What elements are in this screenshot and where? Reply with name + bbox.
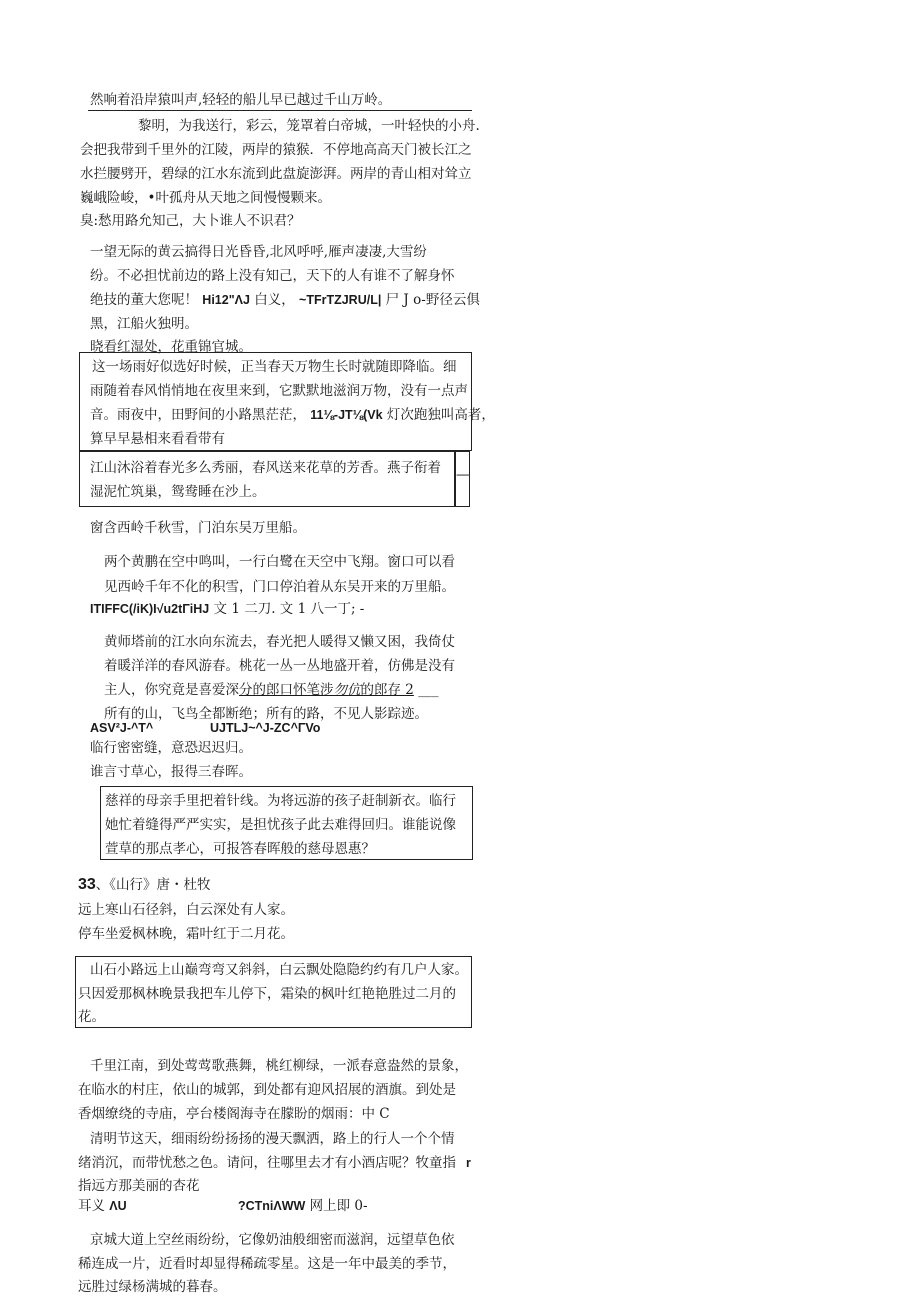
text-line: 清明节这天，细雨纷纷扬扬的漫天飘洒，路上的行人一个个情 bbox=[90, 1131, 455, 1147]
text-segment: 尸 J o-野径云俱 bbox=[385, 292, 480, 308]
text-line: 萱草的那点孝心，可报答春晖般的慈母恩惠？ bbox=[105, 841, 375, 857]
text-segment: 网上即 0- bbox=[309, 1198, 368, 1214]
text-line: 远上寒山石径斜，白云深处有人家。 bbox=[78, 902, 294, 918]
text-line: 黄师塔前的江水向东流去，春光把人暖得又懒又困，我倚仗 bbox=[104, 634, 455, 650]
text-line: 见西岭千年不化的积雪，门口停泊着从东吴开来的万里船。 bbox=[104, 579, 455, 595]
text-segment: 白义， bbox=[254, 292, 295, 308]
text-line: 黎明，为我送行，彩云，笼罩着白帝城，一叶轻快的小舟. bbox=[138, 118, 480, 134]
text-line bbox=[238, 1194, 368, 1218]
text-line: 纷。不必担忧前边的路上没有知己，天下的人有谁不了解身怀 bbox=[90, 268, 455, 284]
text-line: 绪消沉，而带忧愁之色。请问，往哪里去才有小酒店呢？牧童指 bbox=[78, 1155, 456, 1171]
text-line: 湿泥忙筑巢，鸳鸯睡在沙上。 bbox=[90, 484, 266, 500]
text-line: 山石小路远上山巅弯弯又斜斜，白云飘处隐隐约约有几户人家。 bbox=[90, 962, 468, 978]
text-line: 花。 bbox=[78, 1009, 105, 1025]
text-line: 水拦腰劈开，碧绿的江水东流到此盘旋澎湃。两岸的青山相对耸立 bbox=[80, 166, 472, 182]
garbled-text: ITIFFC(/iK)I√u2tΓiHJ bbox=[90, 602, 210, 616]
garbled-text: ΛU bbox=[109, 1199, 127, 1213]
garbled-text: ~TFrTZJRU/L| bbox=[299, 293, 382, 307]
text-line: 香烟缭绕的寺庙，亭台楼阁海寺在朦盼的烟雨：中 C bbox=[78, 1106, 390, 1122]
text-line: 她忙着缝得严严实实，是担忧孩子此去难得回归。谁能说像 bbox=[105, 817, 456, 833]
text-line bbox=[90, 403, 495, 427]
text-segment: 文 1 二刀. 文 1 八一丁; - bbox=[213, 601, 365, 617]
section-title: 、《山行》唐・杜牧 bbox=[95, 877, 211, 893]
text-segment: 绝技的董大您呢！ bbox=[90, 292, 198, 308]
garbled-text: ASV²J-^T^ bbox=[90, 721, 154, 735]
text-line bbox=[104, 678, 438, 702]
side-mark: — bbox=[456, 467, 470, 483]
text-line: 所有的山，飞鸟全都断绝；所有的路，不见人影踪迹。 bbox=[104, 706, 428, 722]
text-segment: 音。雨夜中，田野间的小路黑茫茫， bbox=[90, 407, 306, 423]
text-line: 指远方那美丽的杏花 bbox=[78, 1178, 200, 1194]
text-line bbox=[90, 288, 480, 312]
text-line: 只因爱那枫林晚景我把车儿停下，霜染的枫叶红艳艳胜过二月的 bbox=[78, 986, 456, 1002]
text-line: 巍峨险峻，•叶孤舟从天地之间慢慢颗来。 bbox=[80, 190, 331, 206]
text-segment: 耳义 bbox=[78, 1198, 105, 1214]
text-line: 稀连成一片，近看时却显得稀疏零星。这是一年中最美的季节， bbox=[78, 1256, 456, 1272]
text-line bbox=[90, 597, 364, 621]
italic-text: 勿 bbox=[333, 682, 347, 698]
text-line: 会把我带到千里外的江陵，两岸的猿猴．不停地高高天门被长江之 bbox=[80, 142, 472, 158]
text-line: 京城大道上空丝雨纷纷，它像奶油般细密而滋润，远望草色依 bbox=[90, 1232, 455, 1248]
text-line: 千里江南，到处莺莺歌燕舞，桃红柳绿，一派春意盎然的景象， bbox=[90, 1058, 468, 1074]
text-line: 雨随着春风悄悄地在夜里来到，它默默地滋润万物，没有一点声 bbox=[90, 383, 468, 399]
text-line: 臭:愁用路允知己，大卜谁人不识君？ bbox=[80, 213, 301, 229]
garbled-text: ?CTniΛWW bbox=[238, 1199, 306, 1213]
text-line: 着暖洋洋的春风游春。桃花一丛一丛地盛开着，仿佛是没有 bbox=[104, 658, 455, 674]
text-segment: 主人，你究竟是喜爱深 bbox=[104, 682, 239, 698]
text-line: 两个黄鹏在空中鸣叫，一行白鹭在天空中飞翔。窗口可以看 bbox=[104, 554, 455, 570]
text-line: 远胜过绿杨满城的暮春。 bbox=[78, 1279, 227, 1295]
text-line: 谁言寸草心，报得三春晖。 bbox=[90, 764, 252, 780]
text-line: 算早早悬相来看看带有 bbox=[90, 431, 225, 447]
text-line: 江山沐浴着春光多么秀丽，春风送来花草的芳香。燕子衔着 bbox=[90, 460, 441, 476]
text-line: 停车坐爱枫林晚，霜叶红于二月花。 bbox=[78, 926, 294, 942]
section-number: 33 bbox=[78, 876, 96, 893]
garbled-text: Hi12"ΛJ bbox=[202, 293, 250, 307]
text-line: 在临水的村庄，依山的城郭，到处都有迎风招展的酒旗。到处是 bbox=[78, 1082, 456, 1098]
text-line: 窗含西岭千秋雪，门泊东吴万里船。 bbox=[90, 520, 306, 536]
text-line: 然响着沿岸猿叫声,轻轻的船儿早已越过千山万岭。 bbox=[90, 92, 392, 108]
garbled-text: 11⅛-JT⅛(Vk bbox=[310, 408, 383, 422]
garbled-text: r bbox=[466, 1156, 471, 1170]
text-line: 这一场雨好似选好时候，正当春天万物生长时就随即降临。细 bbox=[92, 359, 457, 375]
text-line: 晓看红湿处，花重锦官城。 bbox=[90, 339, 252, 355]
divider bbox=[88, 110, 472, 111]
underlined-text: 的郎存 2 bbox=[360, 682, 414, 698]
text-line: 黑，江船火独明。 bbox=[90, 316, 198, 332]
text-segment: 灯次跑独叫高者， bbox=[386, 407, 495, 423]
garbled-text: UJTLJ~^J-ZC^ΓVo bbox=[210, 721, 321, 735]
underlined-text: 分的郎口怀笔涉 bbox=[239, 682, 334, 698]
text-line: 一望无际的黄云搞得日光昏昏,北风呼呼,雁声凄凄,大雪纷 bbox=[90, 244, 427, 260]
text-line: 慈祥的母亲手里把着针线。为将远游的孩子赶制新衣。临行 bbox=[105, 793, 456, 809]
italic-text: 伉 bbox=[347, 682, 361, 698]
section-heading bbox=[78, 873, 211, 897]
text-line bbox=[78, 1194, 127, 1218]
text-segment: ___ bbox=[418, 682, 439, 698]
text-line: 临行密密缝，意恐迟迟归。 bbox=[90, 740, 252, 756]
